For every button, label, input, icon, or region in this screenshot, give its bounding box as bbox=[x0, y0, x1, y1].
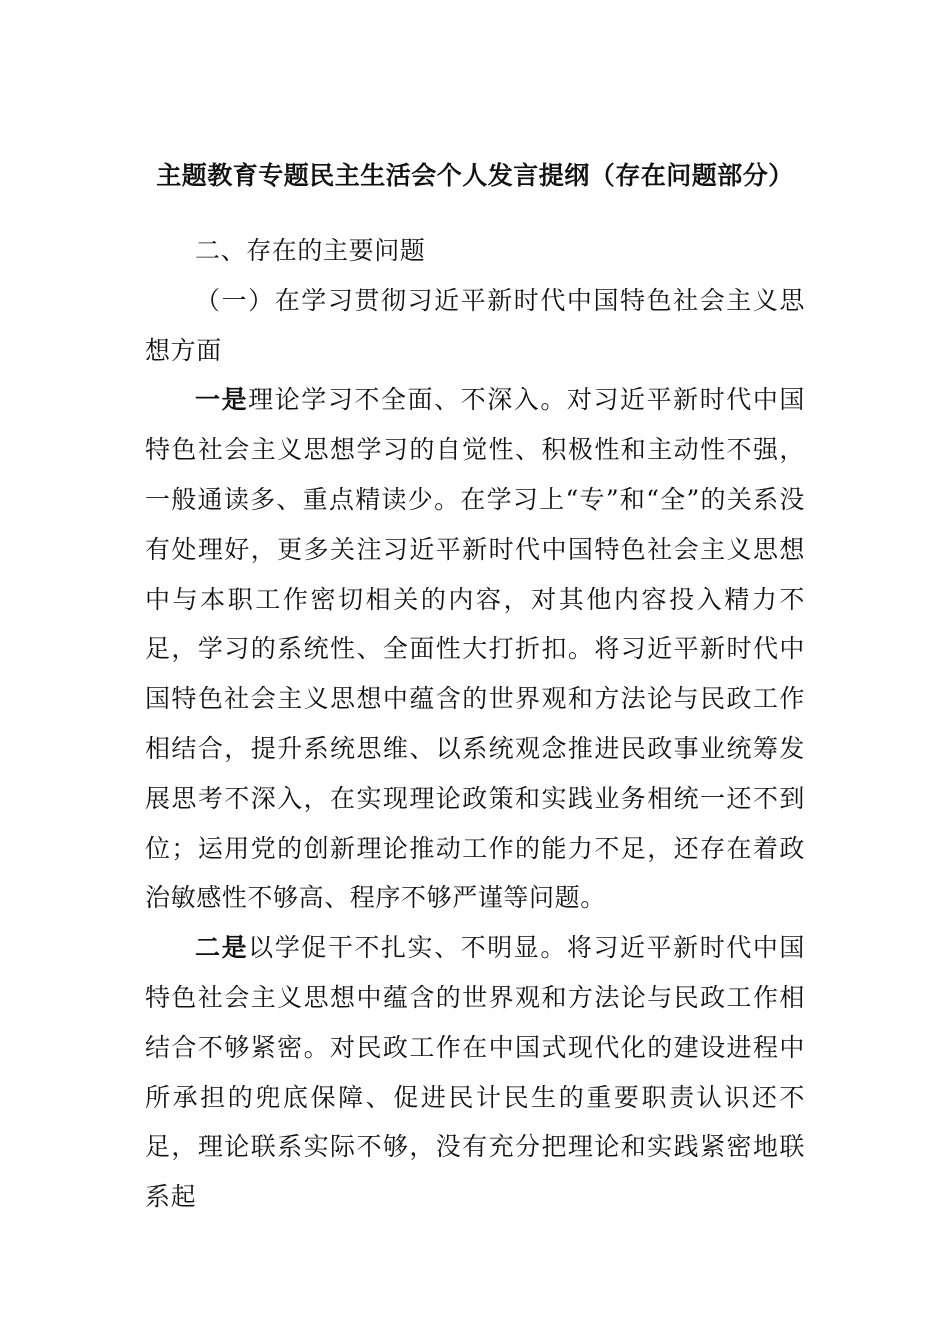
paragraph-2 bbox=[145, 923, 805, 1222]
paragraph-2-lead: 二是 bbox=[195, 933, 249, 963]
paragraph-1 bbox=[145, 375, 805, 923]
section-heading: 二、存在的主要问题 bbox=[195, 236, 426, 265]
paragraph-2-text: 以学促干不扎实、不明显。将习近平新时代中国特色社会主义思想中蕴含的世界观和方法论与民政工作相结合不够紧密。对民政工作在中国式现代化的建设进程中所承担的兜底保障、促进民计民生的重要职责认识还不足，理论联系实际不够，没有充分把理论和实践紧密地联系起 bbox=[145, 933, 806, 1212]
paragraph-1-text: 理论学习不全面、不深入。对习近平新时代中国特色社会主义思想学习的自觉性、积极性和主动性不强，一般通读多、重点精读少。在学习上“专”和“全”的关系没有处理好，更多关注习近平新时代中国特色社会主义思想中与本职工作密切相关的内容，对其他内容投入精力不足，学习的系统性、全面性大打折扣。将习近平新时代中国特色社会主义思想中蕴含的世界观和方法论与民政工作相结合，提升系统思维、以系统观念推进民政事业统筹发展思考不深入，在实现理论政策和实践业务相统一还不到位；运用党的创新理论推动工作的能力不足，还存在着政治敏感性不够高、程序不够严谨等问题。 bbox=[145, 385, 806, 913]
subsection-heading: （一）在学习贯彻习近平新时代中国特色社会主义思想方面 bbox=[145, 285, 805, 365]
document-title: 主题教育专题民主生活会个人发言提纲（存在问题部分） bbox=[156, 161, 794, 190]
paragraph-1-lead: 一是 bbox=[195, 385, 249, 415]
document-body bbox=[145, 226, 805, 1222]
